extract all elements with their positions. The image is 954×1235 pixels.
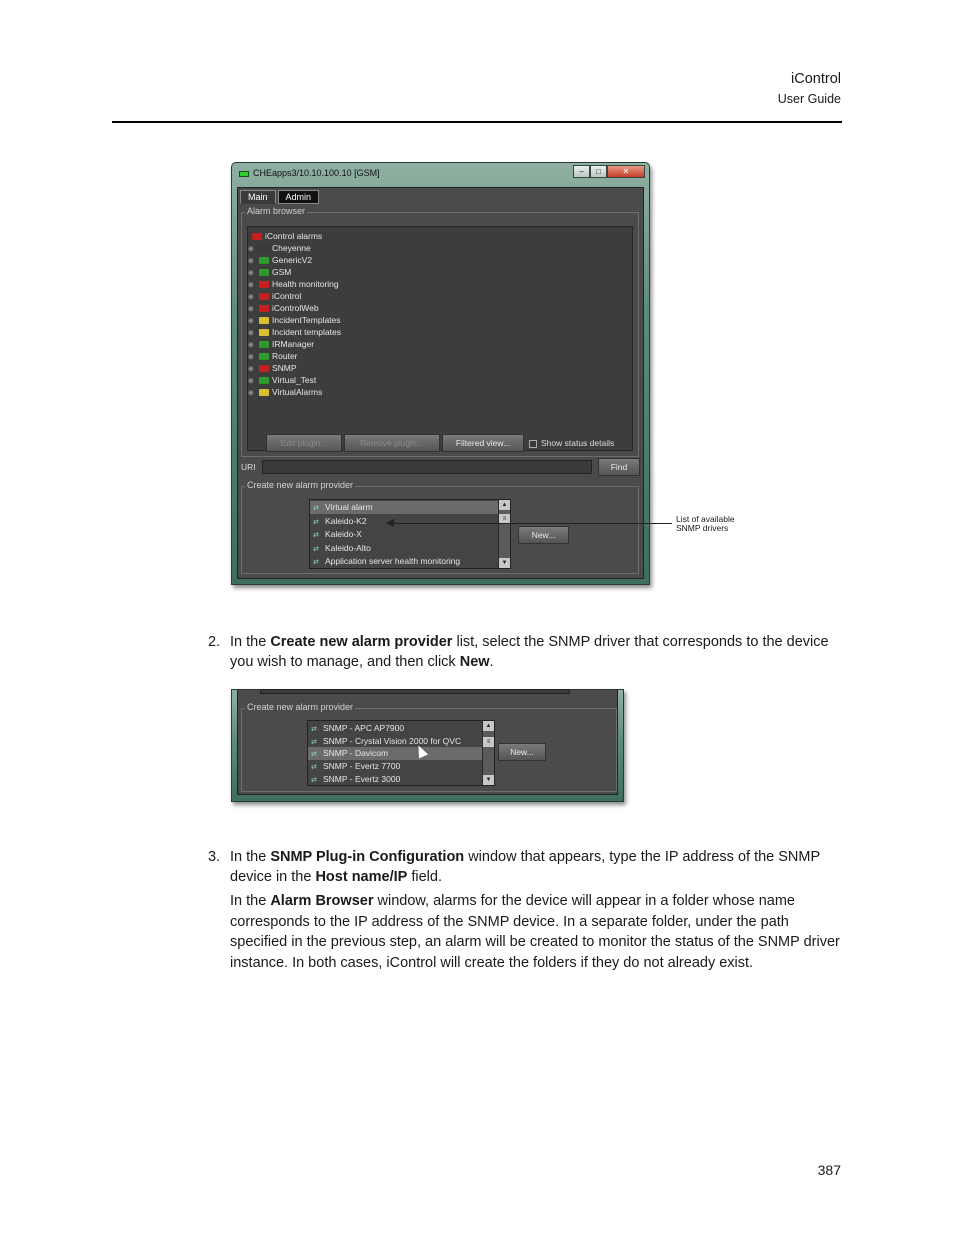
driver-icon: ⇄ — [313, 518, 319, 526]
step-3-paragraph: In the Alarm Browser window, alarms for the device will appear in a folder whose name corresponds to the IP address of the SNMP device. In a separate folder, under the path specified in the previous step, an alarm will be created to monitor the status of the SNMP driver instance. In both cases, iControl will create the folders if they do not already exist. — [230, 893, 840, 971]
folder-icon — [259, 245, 269, 252]
window-body — [237, 187, 644, 579]
expand-icon[interactable]: ⊕ — [248, 294, 254, 301]
list-item-label: Kaleido-X — [325, 529, 362, 539]
tree-root[interactable]: iControl alarms — [250, 230, 322, 242]
status-led-icon — [239, 171, 249, 177]
step-3 — [208, 847, 848, 887]
driver-icon: ⇄ — [311, 738, 317, 746]
driver-icon: ⇄ — [311, 751, 317, 759]
provider-list[interactable] — [309, 499, 511, 569]
scroll-down-icon[interactable]: ▼ — [483, 775, 494, 785]
find-button[interactable]: Find — [598, 458, 640, 476]
uri-input[interactable] — [262, 460, 592, 474]
list-item-label: SNMP - Crystal Vision 2000 for QVC — [323, 735, 462, 746]
step-text: In the Create new alarm provider list, select the SNMP driver that corresponds to the device you wish to manage, and then click New. — [230, 634, 829, 670]
expand-icon[interactable]: ⊕ — [248, 282, 254, 289]
tree-item-label: Cheyenne — [272, 243, 311, 253]
tree-item[interactable] — [248, 386, 322, 398]
tree-item[interactable] — [248, 338, 314, 350]
tree-item[interactable] — [248, 254, 312, 266]
driver-icon: ⇄ — [313, 545, 319, 553]
expand-icon[interactable]: ⊕ — [248, 390, 254, 397]
callout-arrow-icon — [386, 519, 394, 527]
list-item[interactable] — [310, 528, 498, 541]
snmp-driver-list[interactable] — [307, 720, 495, 786]
folder-icon — [259, 377, 269, 384]
scroll-down-icon[interactable]: ▼ — [499, 558, 510, 568]
scroll-thumb[interactable]: ≡ — [499, 514, 510, 524]
tree-item-label: Virtual_Test — [272, 375, 317, 385]
list-item[interactable] — [308, 722, 482, 735]
folder-icon — [259, 353, 269, 360]
list-item-label: Kaleido-K2 — [325, 515, 367, 526]
step-number: 2. — [208, 634, 221, 650]
list-item[interactable] — [310, 501, 498, 514]
create-provider-group — [241, 702, 617, 792]
folder-icon — [259, 317, 269, 324]
alarm-tree[interactable] — [247, 226, 633, 451]
folder-icon — [259, 365, 269, 372]
tree-item-label: IRManager — [272, 339, 315, 349]
create-provider-group — [241, 480, 639, 574]
expand-icon[interactable]: ⊕ — [248, 366, 254, 373]
driver-icon: ⇄ — [313, 532, 319, 539]
show-status-checkbox[interactable] — [529, 440, 537, 448]
list-item-label: Application server health monitoring — [325, 556, 461, 566]
window-controls — [573, 165, 645, 178]
list-item[interactable] — [308, 735, 482, 748]
tree-item[interactable] — [248, 278, 339, 290]
list-item[interactable] — [310, 515, 498, 528]
list-item[interactable] — [308, 760, 482, 773]
tree-item[interactable] — [248, 314, 341, 326]
create-provider-legend: Create new alarm provider — [247, 480, 354, 490]
close-button[interactable]: ✕ — [607, 165, 645, 178]
show-status-label: Show status details — [541, 438, 615, 448]
tree-item-label: VirtualAlarms — [272, 387, 323, 397]
header-rule — [112, 121, 842, 123]
tree-item[interactable] — [248, 266, 291, 278]
uri-label: URI — [241, 462, 256, 472]
create-provider-window — [231, 689, 624, 802]
tree-item[interactable] — [248, 374, 316, 386]
tree-item-label: Health monitoring — [272, 279, 339, 289]
expand-icon[interactable]: ⊕ — [248, 330, 254, 337]
list-item-label: SNMP - Davicom — [323, 748, 389, 759]
scroll-up-icon[interactable]: ▲ — [483, 721, 494, 731]
expand-icon[interactable]: ⊕ — [248, 342, 254, 349]
tree-item-label: SNMP — [272, 363, 297, 373]
alarm-browser-group — [241, 206, 639, 457]
expand-icon[interactable]: ⊕ — [248, 246, 254, 253]
tab-main[interactable]: Main — [240, 190, 276, 204]
tree-item-label: GSM — [272, 267, 292, 277]
folder-icon — [259, 341, 269, 348]
callout-line — [392, 523, 672, 524]
header-product: iControl — [791, 71, 841, 87]
provider-list-scrollbar[interactable] — [498, 500, 510, 568]
folder-icon — [259, 329, 269, 336]
driver-icon: ⇄ — [311, 764, 317, 772]
page-number: 387 — [817, 1162, 841, 1178]
window-title: CHEapps3/10.10.100.10 [GSM] — [239, 168, 380, 178]
list-item-label: SNMP - APC AP7900 — [323, 723, 405, 733]
list-item[interactable] — [308, 773, 482, 786]
tree-item-label: Incident templates — [272, 327, 341, 337]
scroll-thumb[interactable]: ≡ — [483, 737, 494, 747]
folder-icon — [259, 389, 269, 396]
new-provider-button[interactable]: New... — [498, 743, 546, 761]
filtered-view-button[interactable]: Filtered view... — [442, 434, 524, 452]
list-item[interactable] — [308, 747, 482, 760]
list-item[interactable] — [310, 555, 498, 568]
step-number: 3. — [208, 849, 221, 865]
tree-item-label: iControlWeb — [272, 303, 319, 313]
folder-icon — [259, 305, 269, 312]
expand-icon[interactable]: ⊕ — [248, 258, 254, 265]
tree-item[interactable] — [248, 242, 311, 254]
expand-icon[interactable]: ⊕ — [248, 354, 254, 361]
remove-plugin-button[interactable]: Remove plugin... — [344, 434, 440, 452]
uri-input-cropped — [260, 689, 570, 694]
list-item-label: SNMP - Evertz 7700 — [323, 761, 401, 772]
expand-icon[interactable]: ⊕ — [248, 270, 254, 277]
driver-icon: ⇄ — [311, 726, 317, 733]
tree-item[interactable] — [248, 302, 319, 314]
tab-admin[interactable]: Admin — [278, 190, 320, 204]
tree-item[interactable] — [248, 290, 301, 302]
tree-item-label: GenericV2 — [272, 255, 313, 265]
minimize-button[interactable]: – — [573, 165, 590, 178]
driver-icon: ⇄ — [313, 559, 319, 566]
folder-icon — [259, 293, 269, 300]
tree-item[interactable] — [248, 350, 298, 362]
folder-icon — [252, 233, 262, 240]
expand-icon[interactable]: ⊕ — [248, 318, 254, 325]
tree-item-label: Router — [272, 351, 298, 361]
maximize-button[interactable]: □ — [590, 165, 607, 178]
tree-item-label: IncidentTemplates — [272, 315, 341, 325]
list-item-label: Kaleido-Alto — [325, 542, 371, 553]
driver-icon: ⇄ — [313, 505, 319, 512]
driver-icon: ⇄ — [311, 776, 317, 784]
expand-icon[interactable]: ⊕ — [248, 306, 254, 313]
window-body — [237, 690, 618, 795]
folder-icon — [259, 269, 269, 276]
list-item-label: Virtual alarm — [325, 502, 373, 512]
folder-icon — [259, 257, 269, 264]
list-item[interactable] — [310, 542, 498, 555]
callout-label: List of available SNMP drivers — [676, 514, 735, 533]
step-text: In the SNMP Plug-in Configuration window that appears, type the IP address of the SNMP device in the Host name/IP field. — [230, 849, 820, 885]
scroll-up-icon[interactable]: ▲ — [499, 500, 510, 510]
snmp-list-scrollbar[interactable] — [482, 721, 494, 785]
folder-icon — [259, 281, 269, 288]
new-provider-button[interactable]: New... — [518, 526, 569, 544]
tree-item[interactable] — [248, 326, 341, 338]
step-2 — [208, 632, 848, 672]
list-item-label: SNMP - Evertz 3000 — [323, 773, 401, 784]
alarm-browser-window — [231, 162, 650, 585]
create-provider-legend: Create new alarm provider — [247, 702, 354, 712]
tree-item-label: iControl — [272, 291, 302, 301]
tab-bar — [240, 190, 321, 204]
alarm-browser-legend: Alarm browser — [247, 206, 306, 216]
expand-icon[interactable]: ⊕ — [248, 378, 254, 385]
edit-plugin-button[interactable]: Edit plugin... — [266, 434, 342, 452]
header-subtitle: User Guide — [777, 92, 841, 106]
tree-item[interactable] — [248, 362, 297, 374]
